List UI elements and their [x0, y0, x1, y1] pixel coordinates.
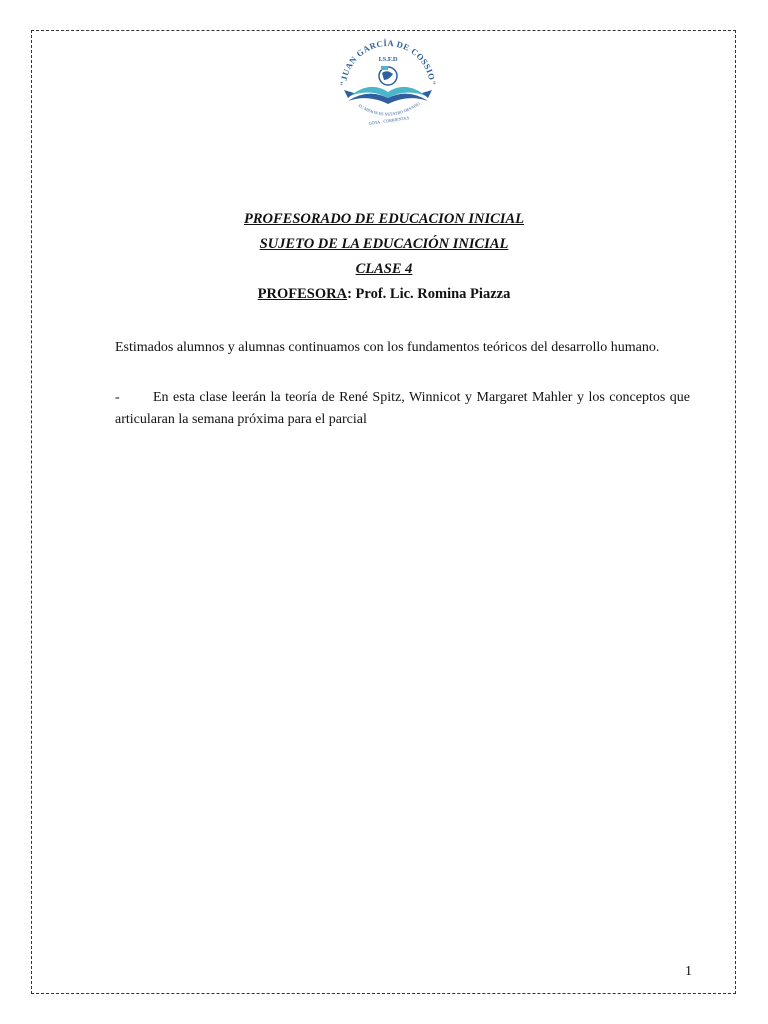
professor-line — [0, 286, 768, 303]
logo-motto: TU MISION ES NUESTRO DESAFIO — [357, 100, 421, 117]
class-heading: CLASE 4 — [355, 261, 413, 277]
bullet-text: En esta clase leerán la teoría de René Spitz, Winnicot y Margaret Mahler y los conceptos que articularan la semana próxima para el parcial — [115, 390, 690, 427]
subject-heading: SUJETO DE LA EDUCACIÓN INICIAL — [259, 236, 509, 252]
logo-abbrev: I.S.F.D — [378, 56, 398, 63]
bullet-dash: - — [115, 390, 120, 405]
institution-logo — [332, 38, 444, 128]
professor-label: PROFESORA — [257, 286, 348, 302]
logo-location: GOYA - CORRIENTES — [368, 115, 410, 126]
intro-paragraph: Estimados alumnos y alumnas continuamos con los fundamentos teóricos del desarrollo humano. — [115, 340, 660, 355]
program-heading: PROFESORADO DE EDUCACION INICIAL — [244, 211, 524, 227]
page-number: 1 — [685, 964, 692, 979]
logo-arc-text: "JUAN GARCÍA DE COSSIO" — [338, 38, 438, 87]
page-border — [31, 30, 736, 994]
professor-name: : Prof. Lic. Romina Piazza — [347, 286, 511, 302]
bullet-paragraph — [115, 387, 690, 431]
